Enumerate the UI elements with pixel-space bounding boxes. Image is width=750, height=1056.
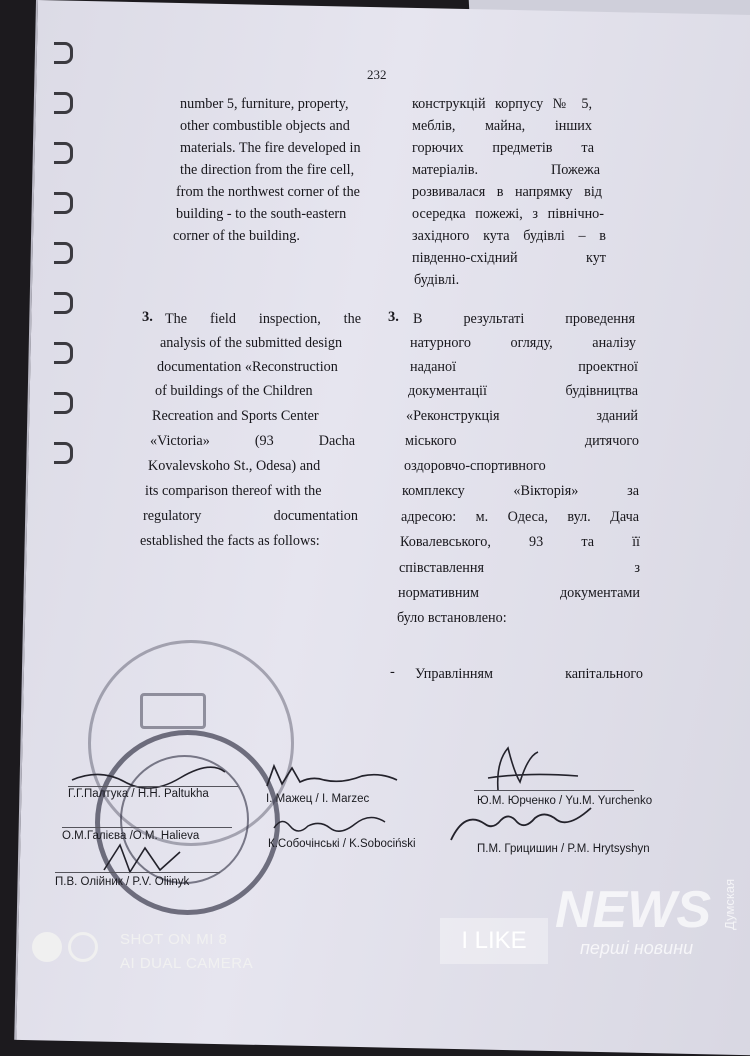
- signature-line: [62, 827, 232, 828]
- text-line: оздоровчо-спортивного: [404, 458, 546, 474]
- watermark-badge: I LIKE: [440, 918, 548, 964]
- stamp-logo: [140, 693, 206, 729]
- text-line: конструкцій корпусу № 5,: [412, 96, 592, 112]
- text-line: горючих предметів та: [412, 140, 594, 156]
- binding-ring: [54, 342, 73, 364]
- text-line: number 5, furniture, property,: [180, 96, 349, 112]
- binding-ring: [54, 392, 73, 414]
- binding-ring: [54, 42, 73, 64]
- signatory-name: О.М.Галієва /O.M. Halieva: [62, 830, 200, 842]
- watermark-brand: NEWS: [555, 881, 711, 939]
- text-line: співставлення з: [399, 560, 640, 576]
- camera-dot-icon: [68, 932, 98, 962]
- watermark-tagline: перші новини: [580, 938, 694, 958]
- text-line: from the northwest corner of the: [176, 184, 360, 200]
- text-line: analysis of the submitted design: [160, 335, 343, 351]
- camera-overlay: [120, 928, 253, 976]
- signature-marzec: [262, 758, 402, 794]
- binding-ring: [54, 292, 73, 314]
- camera-dot-icon: [32, 932, 62, 962]
- text-line: Kovalevskoho St., Odesa) and: [148, 458, 321, 474]
- text-line: regulatory documentation: [143, 508, 358, 524]
- binding-ring: [54, 442, 73, 464]
- camera-overlay-line: SHOT ON MI 8: [120, 931, 228, 948]
- text-line: «Реконструкція зданий: [406, 408, 638, 424]
- text-line: західного кута будівлі – в: [412, 228, 606, 244]
- signature-line: [474, 790, 634, 791]
- text-line: the direction from the fire cell,: [180, 162, 355, 178]
- text-line: corner of the building.: [173, 228, 300, 244]
- text-line: розвивалася в напрямку від: [412, 184, 602, 200]
- text-line: its comparison thereof with the: [145, 483, 322, 499]
- binding-ring: [54, 142, 73, 164]
- signature-hrytsyshyn: [445, 800, 595, 846]
- signatory-name: К.Собочінські / K.Sobociński: [268, 838, 416, 850]
- signature-sobocinski: [270, 812, 390, 838]
- text-line: натурного огляду, аналізу: [410, 335, 636, 351]
- text-line: of buildings of the Children: [155, 383, 313, 399]
- text-line: комплексу «Вікторія» за: [402, 483, 639, 499]
- binding-ring: [54, 92, 73, 114]
- signature-line: [68, 786, 238, 787]
- text-line: будівлі.: [414, 272, 460, 288]
- text-line: нормативним документами: [398, 585, 640, 601]
- text-line: building - to the south-eastern: [176, 206, 347, 222]
- bullet-marker: -: [390, 664, 395, 680]
- text-line: Управлінням капітального: [415, 666, 643, 682]
- binding-ring: [54, 192, 73, 214]
- text-line: осередка пожежі, з північно-: [412, 206, 604, 222]
- signatory-name: Ю.М. Юрченко / Yu.M. Yurchenko: [477, 795, 653, 807]
- text-line: other combustible objects and: [180, 118, 350, 134]
- text-line: В результаті проведення: [413, 311, 635, 327]
- signature-yurchenko: [478, 742, 588, 794]
- text-line: меблів, майна, інших: [412, 118, 592, 134]
- item-number: 3.: [142, 309, 153, 325]
- text-line: матеріалів. Пожежа: [412, 162, 600, 178]
- text-line: materials. The fire developed in: [180, 140, 361, 156]
- binding-ring: [54, 242, 73, 264]
- text-line: адресою: м. Одеса, вул. Дача: [401, 509, 639, 525]
- text-line: наданої проектної: [410, 359, 638, 375]
- watermark-side-text: Думская: [722, 878, 737, 930]
- text-line: documentation «Reconstruction: [157, 359, 338, 375]
- text-line: The field inspection, the: [165, 311, 361, 327]
- text-line: «Victoria» (93 Dacha: [150, 433, 355, 449]
- text-line: Ковалевського, 93 та її: [400, 534, 640, 550]
- text-line: established the facts as follows:: [140, 533, 320, 549]
- text-line: південно-східний кут: [412, 250, 606, 266]
- item-number: 3.: [388, 309, 399, 325]
- signatory-name: П.В. Олійник / P.V. Oliinyk: [55, 876, 190, 888]
- text-line: документації будівництва: [408, 383, 638, 399]
- signatory-name: I. Мажец / I. Marzec: [266, 793, 370, 805]
- signature-line: [55, 872, 220, 873]
- text-line: міського дитячого: [405, 433, 639, 449]
- text-line: було встановлено:: [397, 610, 507, 626]
- signatory-name: П.М. Грицишин / P.M. Hrytsyshyn: [477, 843, 650, 855]
- signature-oliinyk: [100, 840, 190, 880]
- camera-overlay-line: AI DUAL CAMERA: [120, 955, 254, 972]
- signatory-name: Г.Г.Палтука / H.H. Paltukha: [68, 788, 209, 800]
- text-line: Recreation and Sports Center: [152, 408, 319, 424]
- page-number: 232: [367, 67, 387, 82]
